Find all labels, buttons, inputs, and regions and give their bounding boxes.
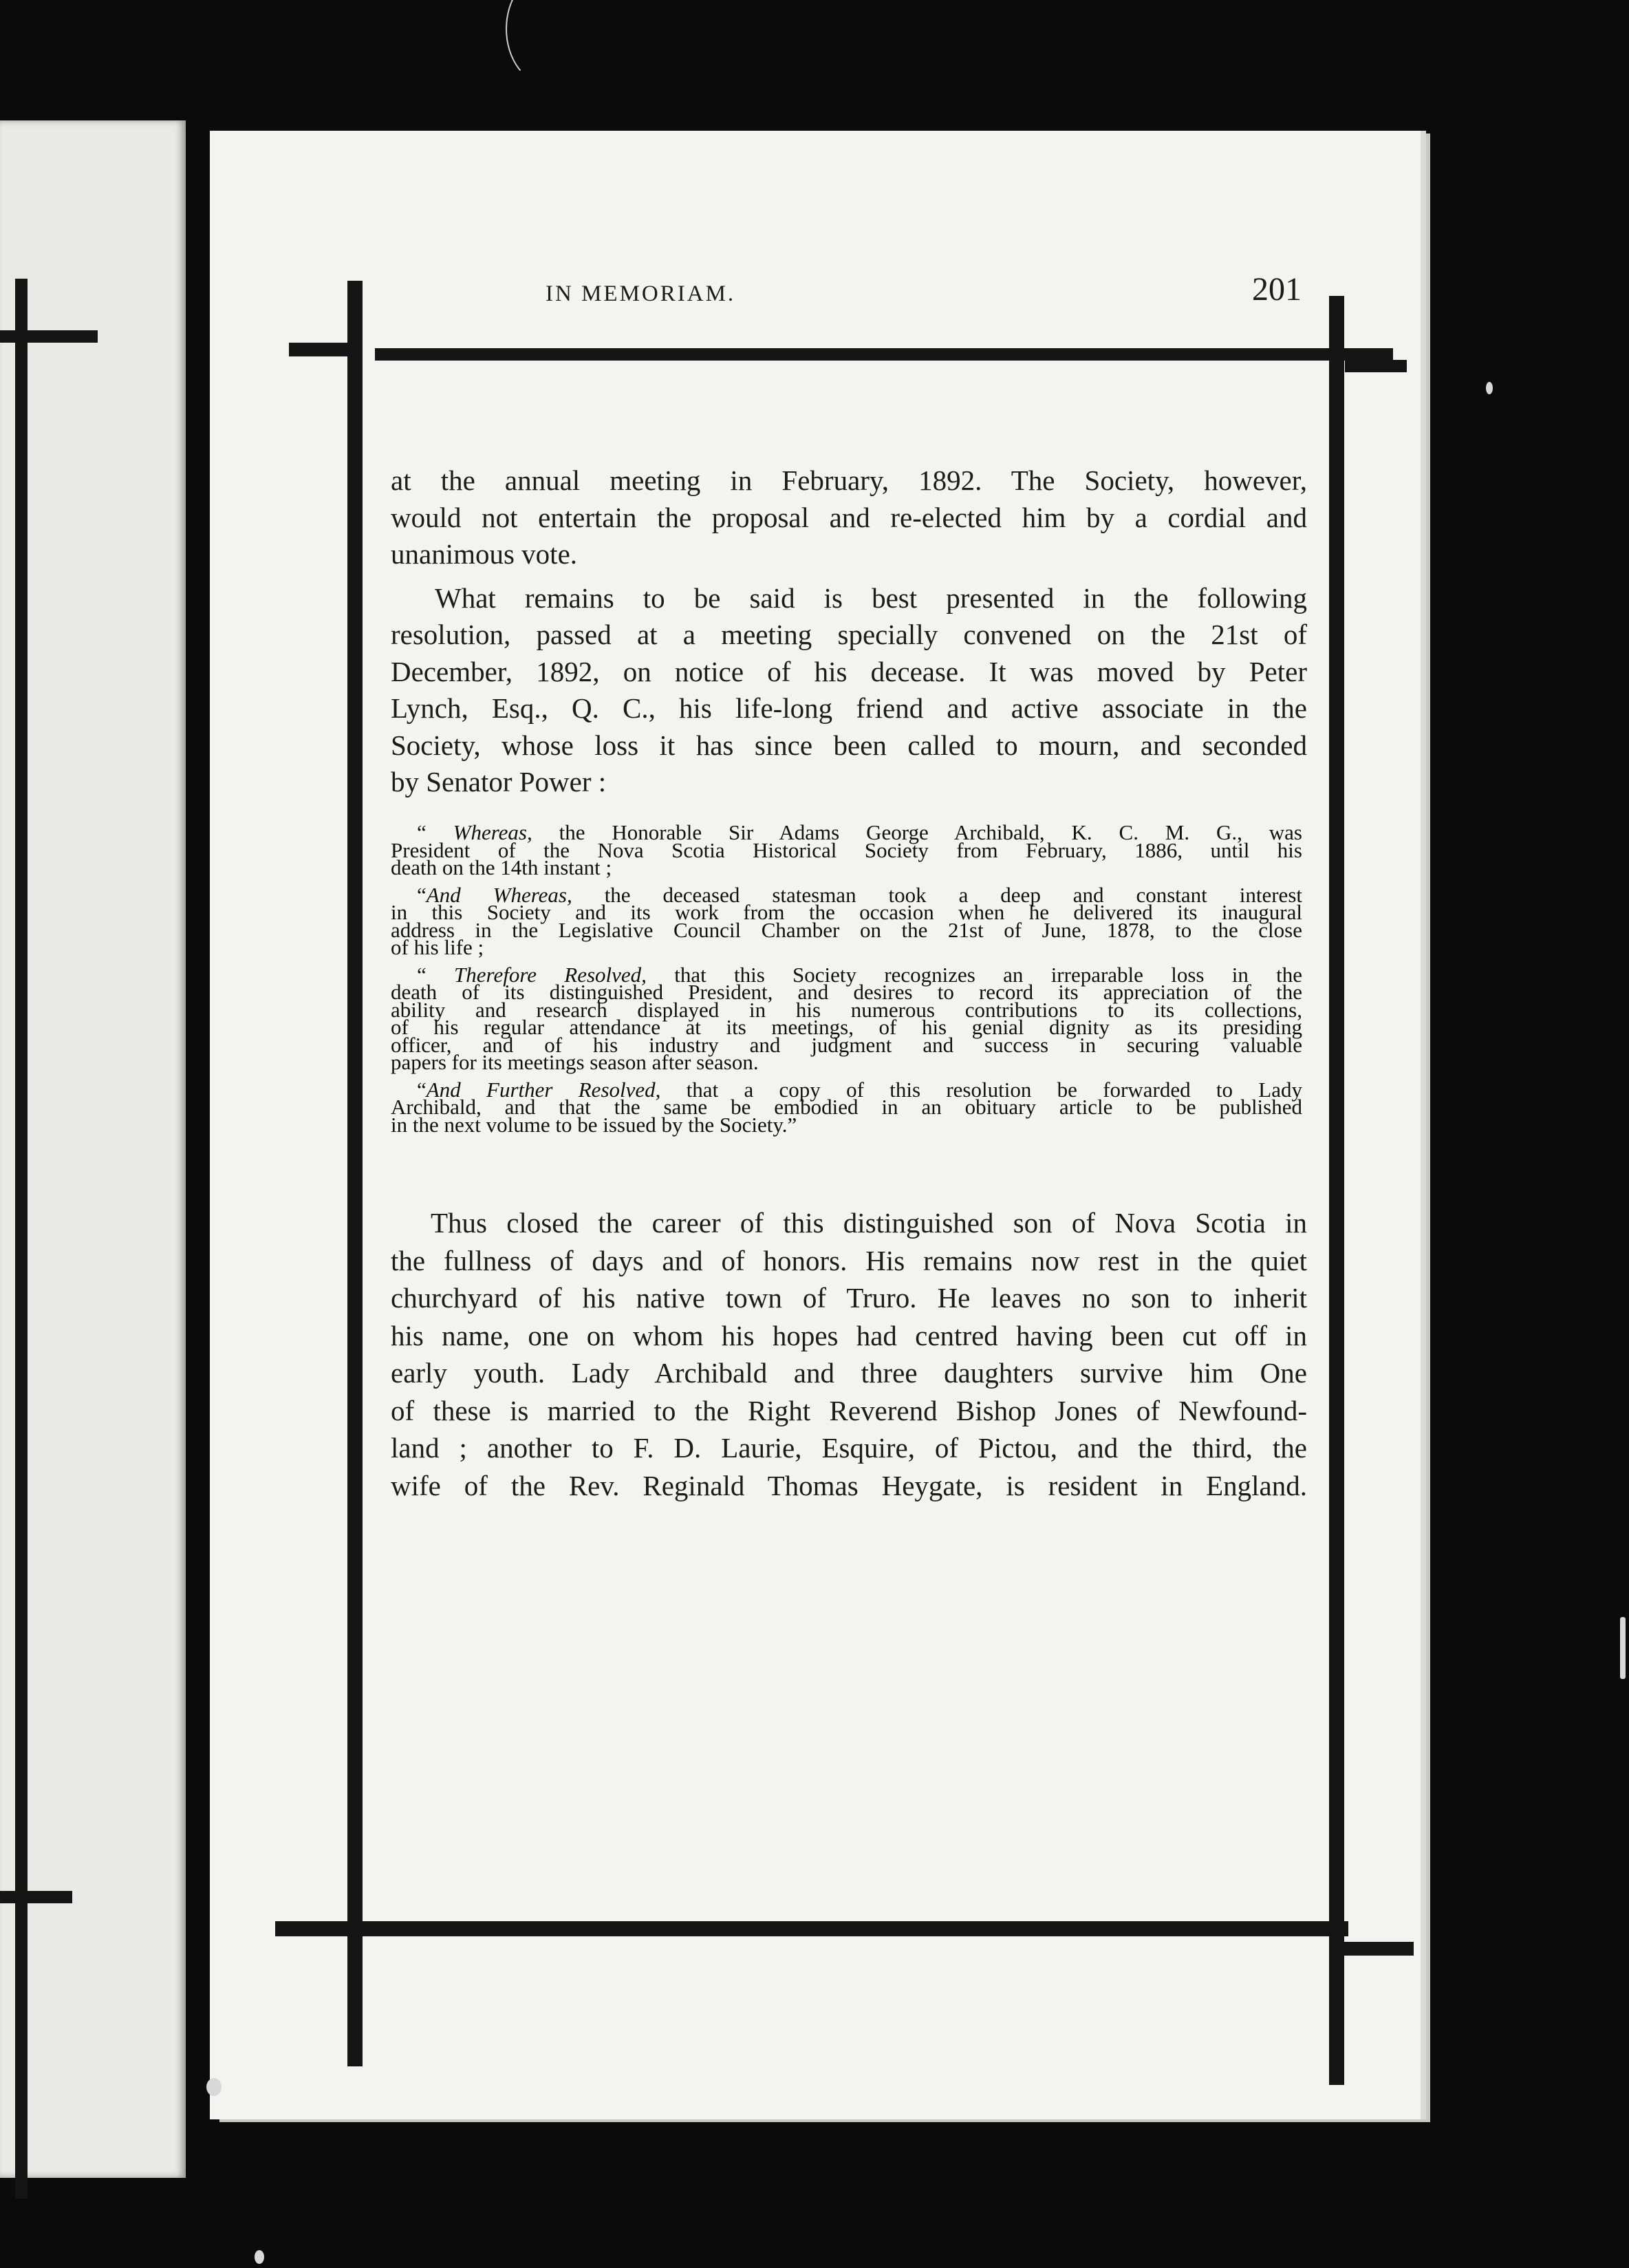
text-line: death on the 14th instant ; (391, 855, 612, 879)
text-line: would not entertain the proposal and re-elected him by a cordial and (391, 501, 1307, 533)
text-line: resolution, passed at a meeting specially convened on the 21st of (391, 619, 1307, 650)
mourning-border-left-vertical (15, 279, 28, 2199)
resolution-further-resolved (391, 1077, 1302, 1137)
text-line: What remains to be said is best presented in the following (435, 581, 1307, 614)
text-line: Thus closed the career of this distinguished son of Nova Scotia in (431, 1207, 1307, 1239)
facing-page-fragment (0, 120, 186, 2178)
mourning-border-bottom-right-stub (1331, 1942, 1414, 1956)
text-line: his name, one on whom his hopes had centred having been cut off in (391, 1319, 1307, 1351)
resolution-and-whereas (391, 882, 1302, 959)
mourning-border-left-top (0, 330, 98, 343)
text-line: early youth. Lady Archibald and three daughters survive him One (391, 1357, 1307, 1389)
mourning-border-top-right-stub (1345, 360, 1407, 372)
text-line: address in the Legislative Council Chamber on the 21st of June, 1878, to the close (391, 917, 1302, 942)
text-line: death of its distinguished President, and desires to record its appreciation of the (391, 980, 1302, 1004)
film-speck (206, 2078, 222, 2096)
resolution-text (391, 820, 1302, 1143)
text-line: wife of the Rev. Reginald Thomas Heygate, is resident in England. (391, 1469, 1307, 1501)
text-line: Lynch, Esq., Q. C., his life-long friend and active associate in the (391, 692, 1307, 724)
text-line: December, 1892, on notice of his decease. It was moved by Peter (391, 655, 1307, 687)
text-line: unanimous vote. (391, 538, 578, 570)
text-line: of these is married to the Right Reverend Bishop Jones of Newfound- (391, 1394, 1307, 1426)
mourning-border-top (375, 348, 1393, 361)
text-line: the fullness of days and of honors. His remains now rest in the quiet (391, 1244, 1307, 1276)
film-speck (1620, 1617, 1626, 1679)
text-line: President of the Nova Scotia Historical Society from February, 1886, until his (391, 837, 1302, 862)
film-scratch (506, 0, 591, 85)
text-line: Archibald, and that the same be embodied in an obituary article to be published (391, 1095, 1302, 1119)
text-line: papers for its meetings season after season. (391, 1050, 759, 1074)
text-line: of his regular attendance at its meetings, of his genial dignity as its presiding (391, 1015, 1302, 1039)
resolution-therefore-resolved (391, 962, 1302, 1074)
text-line: “ Therefore Resolved, that this Society recognizes an irreparable loss in the (417, 962, 1302, 987)
text-line: “And Whereas, the deceased statesman took a deep and constant interest (417, 882, 1302, 907)
film-speck (1486, 382, 1493, 394)
body-text (391, 462, 1307, 801)
text-line: at the annual meeting in February, 1892. The Society, however, (391, 464, 1307, 496)
mourning-border-left-bottom (0, 1891, 72, 1903)
text-line: by Senator Power : (391, 766, 607, 798)
page-number: 201 (1252, 271, 1302, 308)
closing-paragraph (391, 1204, 1307, 1504)
text-line: “And Further Resolved, that a copy of this resolution be forwarded to Lady (417, 1077, 1302, 1102)
film-speck (255, 2250, 264, 2264)
mourning-border-left (347, 281, 363, 2066)
text-line: land ; another to F. D. Laurie, Esquire, of Pictou, and the third, the (391, 1432, 1307, 1464)
second-paragraph (391, 580, 1307, 801)
text-line: churchyard of his native town of Truro. He leaves no son to inherit (391, 1282, 1307, 1314)
text-line: Society, whose loss it has since been called to mourn, and seconded (391, 729, 1307, 761)
text-line: “ Whereas, the Honorable Sir Adams George Archibald, K. C. M. G., was (417, 820, 1302, 844)
running-head: IN MEMORIAM. (546, 281, 736, 306)
resolution-whereas (391, 820, 1302, 879)
opening-paragraph (391, 462, 1307, 573)
text-line: officer, and of his industry and judgment and success in securing valuable (391, 1032, 1302, 1057)
text-line: in this Society and its work from the occasion when he delivered its inaugural (391, 900, 1302, 924)
text-line: in the next volume to be issued by the Society.” (391, 1112, 797, 1137)
mourning-border-bottom (275, 1921, 1348, 1936)
mourning-border-right (1329, 296, 1344, 2085)
text-line: ability and research displayed in his numerous contributions to its collections, (391, 997, 1302, 1022)
text-line: of his life ; (391, 935, 484, 959)
